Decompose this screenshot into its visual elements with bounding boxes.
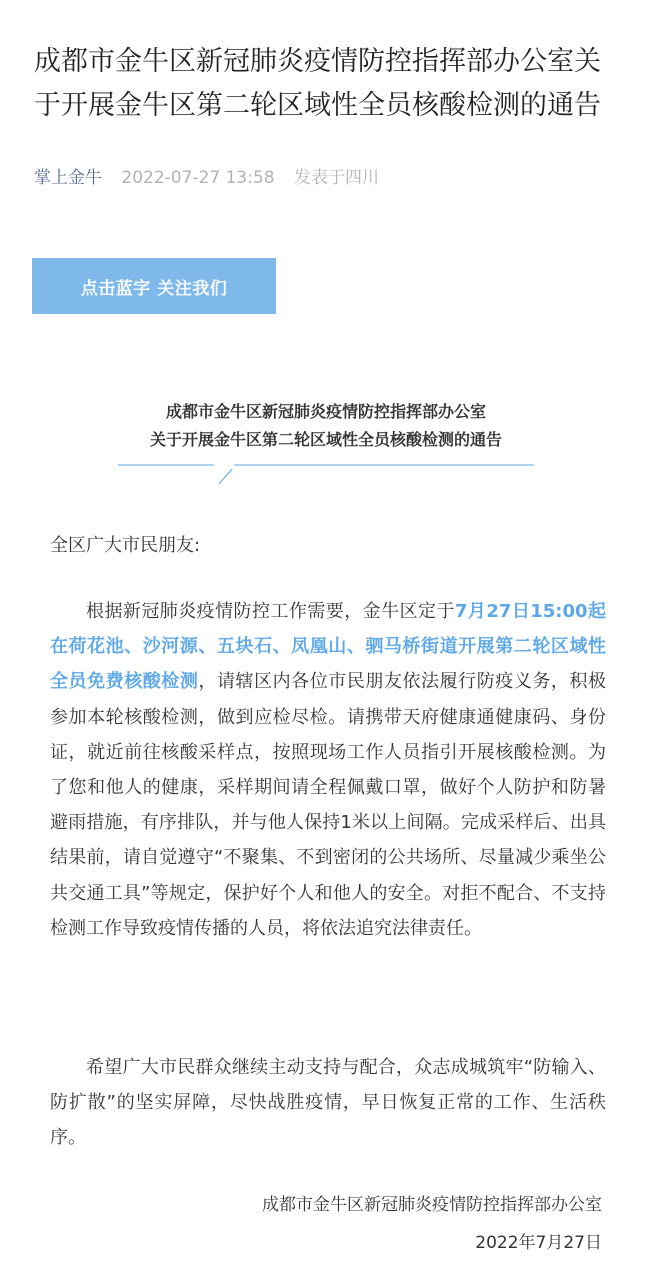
article-title: 成都市金牛区新冠肺炎疫情防控指挥部办公室关于开展金牛区第二轮区域性全员核酸检测的通告 <box>34 46 601 122</box>
notice-paragraph-1 <box>50 594 606 946</box>
follow-us-label: 点击蓝字 关注我们 <box>80 278 228 299</box>
signature-organization: 成都市金牛区新冠肺炎疫情防控指挥部办公室 <box>262 1195 602 1215</box>
notice-heading-line2: 关于开展金牛区第二轮区域性全员核酸检测的通告 <box>149 430 502 449</box>
salutation: 全区广大市民朋友: <box>50 535 201 556</box>
notice-heading-line1: 成都市金牛区新冠肺炎疫情防控指挥部办公室 <box>165 402 486 421</box>
para1-intro: 根据新冠肺炎疫情防控工作需要，金牛区定于 <box>86 601 455 622</box>
decorative-divider <box>118 462 538 488</box>
signature-date: 2022年7月27日 <box>475 1233 602 1253</box>
notice-heading <box>0 398 652 454</box>
para1-body: ，请辖区内各位市民朋友依法履行防疫义务，积极参加本轮核酸检测，做到应检尽检。请携带天府健康通健康码、身份证，就近前往核酸采样点，按照现场工作人员指引开展核酸检测。为了您和他人的健康，采样期间请全程佩戴口罩，做好个人防护和防暑避雨措施，有序排队，并与他人保持1米以上间隔。完成采样后、出具结果前，请自觉遵守“不聚集、不到密闭的公共场所、尽量减少乘坐公共交通工具”等规定，保护好个人和他人的安全。对拒不配合、不支持检测工作导致疫情传播的人员，将依法追究法律责任。 <box>50 671 607 939</box>
publish-location: 发表于四川 <box>294 168 380 188</box>
publish-time: 2022-07-27 13:58 <box>121 168 275 188</box>
notice-paragraph-2: 希望广大市民群众继续主动支持与配合，众志成城筑牢“防输入、防扩散”的坚实屏障，尽快战胜疫情，早日恢复正常的工作、生活秩序。 <box>50 1057 606 1149</box>
para1-highlight: 7月27日15:00起在荷花池、沙河源、五块石、凤凰山、驷马桥街道开展第二轮区域性全员免费核酸检测 <box>50 601 607 693</box>
follow-us-banner[interactable] <box>32 258 276 314</box>
account-name-link[interactable]: 掌上金牛 <box>34 168 102 188</box>
article-meta <box>34 166 379 190</box>
